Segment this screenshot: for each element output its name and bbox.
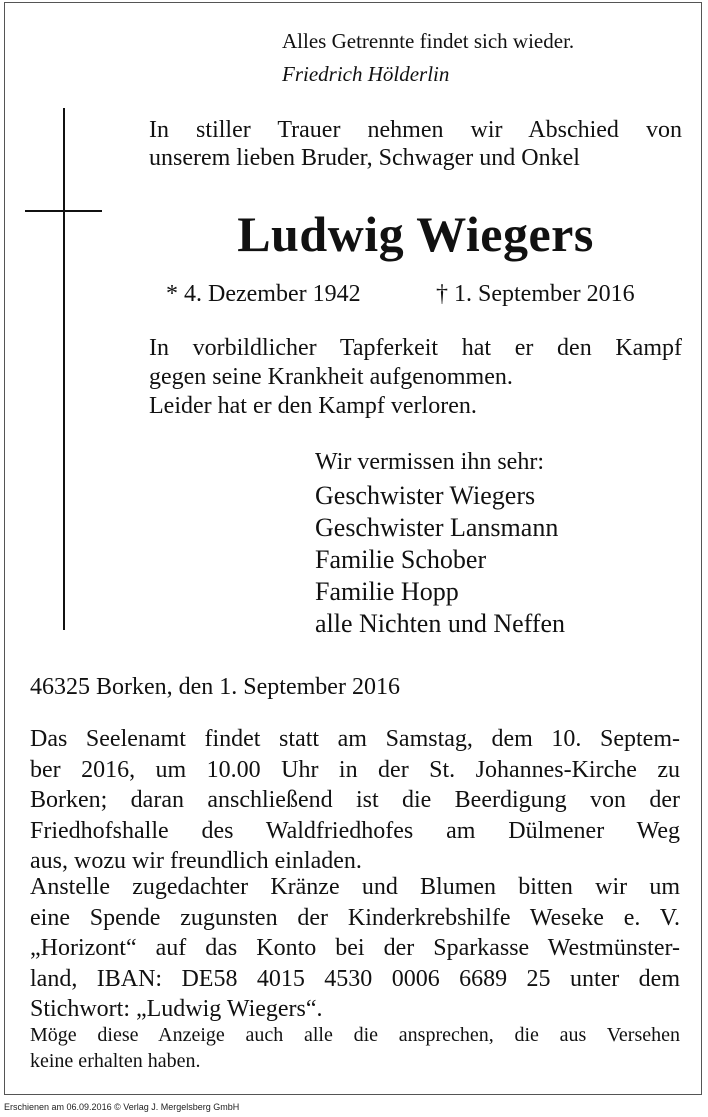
mourners-header: Wir vermissen ihn sehr: bbox=[315, 449, 544, 475]
donation-info bbox=[30, 872, 680, 1025]
deceased-name: Ludwig Wiegers bbox=[237, 206, 594, 262]
funeral-info bbox=[30, 724, 680, 877]
mourners-list bbox=[315, 480, 565, 640]
publication-footer: Erschienen am 06.09.2016 © Verlag J. Mergelsberg GmbH bbox=[4, 1102, 240, 1112]
cross-icon bbox=[63, 108, 65, 630]
birth-date: * 4. Dezember 1942 bbox=[166, 281, 361, 307]
cross-icon-bar bbox=[25, 210, 102, 212]
donation-line: eine Spende zugunsten der Kinderkrebshilfe Weseke e. V. bbox=[30, 904, 680, 931]
quote-author: Friedrich Hölderlin bbox=[282, 62, 450, 86]
closing-line: Möge diese Anzeige auch alle die ansprechen, die aus Versehen bbox=[30, 1024, 680, 1046]
intro-line: unserem lieben Bruder, Schwager und Onkel bbox=[149, 145, 580, 171]
place-date: 46325 Borken, den 1. September 2016 bbox=[30, 674, 400, 700]
closing-note bbox=[30, 1022, 680, 1074]
funeral-line: Friedhofshalle des Waldfriedhofes am Dülmener Weg bbox=[30, 817, 680, 844]
closing-line: keine erhalten haben. bbox=[30, 1050, 201, 1072]
mourner-name: alle Nichten und Neffen bbox=[315, 609, 566, 638]
struggle-line: In vorbildlicher Tapferkeit hat er den Kampf bbox=[149, 335, 682, 361]
mourner-name: Geschwister Wiegers bbox=[315, 481, 536, 510]
funeral-line: Borken; daran anschließend ist die Beerdigung von der bbox=[30, 787, 680, 813]
intro-line: In stiller Trauer nehmen wir Abschied von bbox=[149, 117, 682, 143]
quote-text: Alles Getrennte findet sich wieder. bbox=[282, 29, 575, 53]
donation-line: Anstelle zugedachter Kränze und Blumen bitten wir um bbox=[30, 874, 680, 900]
donation-line: land, IBAN: DE58 4015 4530 0006 6689 25 unter dem bbox=[30, 965, 680, 992]
mourner-name: Geschwister Lansmann bbox=[315, 513, 559, 542]
donation-line: Stichwort: „Ludwig Wiegers“. bbox=[30, 996, 323, 1022]
struggle-line: gegen seine Krankheit aufgenommen. bbox=[149, 364, 513, 390]
death-date: † 1. September 2016 bbox=[436, 281, 635, 307]
funeral-line: Das Seelenamt findet statt am Samstag, dem 10. Septem- bbox=[30, 726, 680, 752]
donation-line: „Horizont“ auf das Konto bei der Sparkasse Westmünster- bbox=[30, 935, 680, 961]
struggle-line: Leider hat er den Kampf verloren. bbox=[149, 393, 477, 419]
struggle-text bbox=[149, 334, 682, 421]
mourner-name: Familie Schober bbox=[315, 545, 487, 574]
funeral-line: ber 2016, um 10.00 Uhr in der St. Johannes-Kirche zu bbox=[30, 756, 680, 783]
funeral-line: aus, wozu wir freundlich einladen. bbox=[30, 848, 362, 874]
mourner-name: Familie Hopp bbox=[315, 577, 459, 606]
intro-text bbox=[149, 116, 682, 172]
